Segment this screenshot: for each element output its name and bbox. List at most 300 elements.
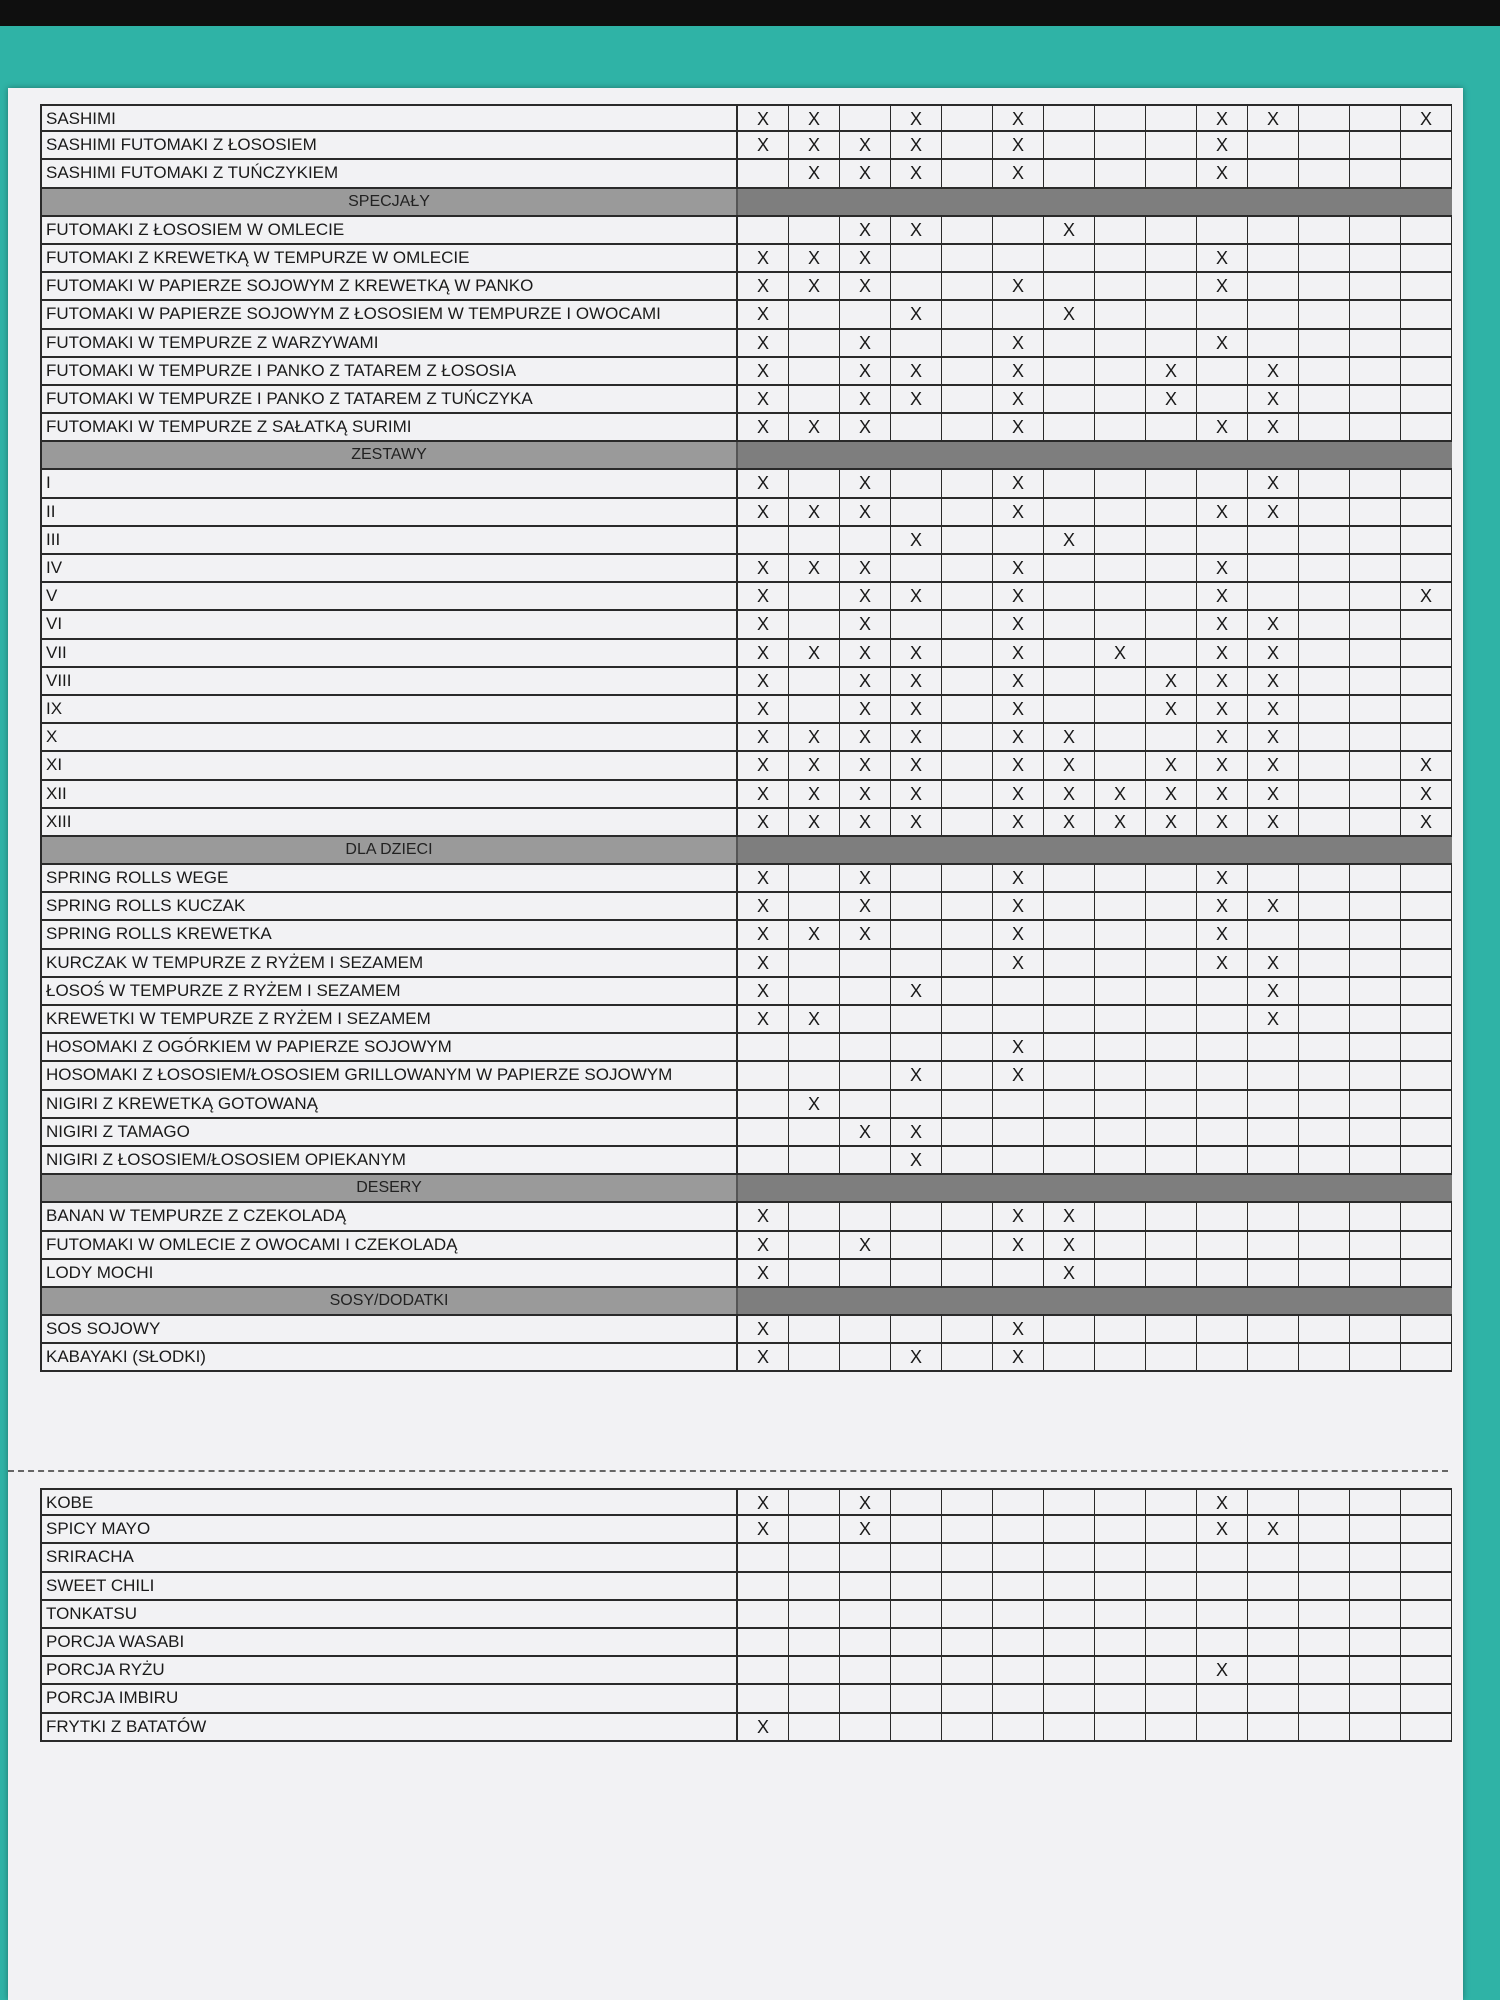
allergen-cell xyxy=(1095,1316,1146,1342)
allergen-cell: X xyxy=(738,358,789,384)
allergen-cell xyxy=(942,1091,993,1117)
allergen-cell xyxy=(1401,950,1452,976)
allergen-cell xyxy=(1350,1091,1401,1117)
allergen-cell xyxy=(1401,245,1452,271)
dish-name: SOS SOJOWY xyxy=(40,1316,738,1342)
allergen-cell xyxy=(789,1147,840,1173)
allergen-cell xyxy=(1350,1260,1401,1286)
dish-name: KREWETKI W TEMPURZE Z RYŻEM I SEZAMEM xyxy=(40,1006,738,1032)
allergen-cell: X xyxy=(738,1260,789,1286)
allergen-cell xyxy=(1044,1006,1095,1032)
allergen-cell xyxy=(1197,386,1248,412)
allergen-cell xyxy=(840,1091,891,1117)
allergen-cell xyxy=(942,160,993,186)
dish-name: ŁOSOŚ W TEMPURZE Z RYŻEM I SEZAMEM xyxy=(40,978,738,1004)
allergen-cell xyxy=(1197,1573,1248,1599)
allergen-cell: X xyxy=(840,781,891,807)
allergen-cell xyxy=(1350,1119,1401,1145)
allergen-cell xyxy=(942,1490,993,1514)
allergen-cell: X xyxy=(738,1516,789,1542)
allergen-cell xyxy=(1350,640,1401,666)
allergen-cell xyxy=(789,358,840,384)
allergen-cell: X xyxy=(789,132,840,158)
table-row xyxy=(40,1232,1452,1260)
allergen-cell: X xyxy=(738,1006,789,1032)
allergen-cell: X xyxy=(840,893,891,919)
allergen-cell xyxy=(1299,499,1350,525)
allergen-cell: X xyxy=(789,640,840,666)
allergen-cell: X xyxy=(891,358,942,384)
allergen-cell: X xyxy=(1146,809,1197,835)
allergen-cell xyxy=(1350,1232,1401,1258)
dish-name: SRIRACHA xyxy=(40,1544,738,1570)
dish-name: NIGIRI Z KREWETKĄ GOTOWANĄ xyxy=(40,1091,738,1117)
allergen-cell xyxy=(1350,160,1401,186)
dish-name: NIGIRI Z ŁOSOSIEM/ŁOSOSIEM OPIEKANYM xyxy=(40,1147,738,1173)
allergen-cell xyxy=(942,1034,993,1060)
dish-name: VIII xyxy=(40,668,738,694)
table-row xyxy=(40,1714,1452,1742)
allergen-cell: X xyxy=(840,921,891,947)
allergen-cell: X xyxy=(738,724,789,750)
allergen-cell: X xyxy=(738,781,789,807)
allergen-cell xyxy=(738,1685,789,1711)
allergen-cell: X xyxy=(789,414,840,440)
dish-name: KABAYAKI (SŁODKI) xyxy=(40,1344,738,1370)
allergen-cell: X xyxy=(1044,781,1095,807)
allergen-cell xyxy=(1248,1490,1299,1514)
allergen-cell: X xyxy=(789,245,840,271)
section-header-row xyxy=(40,837,1452,865)
allergen-cell xyxy=(1299,640,1350,666)
dish-name: XI xyxy=(40,752,738,778)
allergen-cell xyxy=(1044,978,1095,1004)
allergen-cell xyxy=(789,668,840,694)
allergen-cell xyxy=(789,865,840,891)
allergen-cell: X xyxy=(891,527,942,553)
allergen-cell xyxy=(891,950,942,976)
allergen-cell xyxy=(1248,1316,1299,1342)
allergen-cell xyxy=(1146,301,1197,327)
allergen-cell xyxy=(1401,1062,1452,1088)
allergen-cell xyxy=(1299,950,1350,976)
dish-name: NIGIRI Z TAMAGO xyxy=(40,1119,738,1145)
dish-name: BANAN W TEMPURZE Z CZEKOLADĄ xyxy=(40,1203,738,1229)
allergen-cell xyxy=(1248,1119,1299,1145)
table-row xyxy=(40,527,1452,555)
allergen-cell xyxy=(942,809,993,835)
allergen-cell xyxy=(1146,1714,1197,1740)
dish-name: SPICY MAYO xyxy=(40,1516,738,1542)
allergen-cell: X xyxy=(840,1232,891,1258)
allergen-cell xyxy=(1401,865,1452,891)
allergen-cell: X xyxy=(840,414,891,440)
allergen-cell: X xyxy=(891,640,942,666)
allergen-cell xyxy=(942,1516,993,1542)
allergen-cell xyxy=(1248,1573,1299,1599)
allergen-cell xyxy=(942,1119,993,1145)
allergen-cell xyxy=(1299,1119,1350,1145)
allergen-cell xyxy=(1299,1034,1350,1060)
allergen-cell: X xyxy=(993,330,1044,356)
allergen-cell xyxy=(942,1260,993,1286)
allergen-cell xyxy=(1401,1232,1452,1258)
table-row xyxy=(40,1119,1452,1147)
allergen-cell xyxy=(1248,1034,1299,1060)
allergen-cell xyxy=(1350,1657,1401,1683)
dish-name: FUTOMAKI W PAPIERZE SOJOWYM Z KREWETKĄ W PANKO xyxy=(40,273,738,299)
table-row xyxy=(40,555,1452,583)
dish-name: IX xyxy=(40,696,738,722)
allergen-cell xyxy=(993,301,1044,327)
allergen-cell xyxy=(789,217,840,243)
allergen-cell: X xyxy=(1095,640,1146,666)
allergen-cell xyxy=(1350,921,1401,947)
allergen-cell xyxy=(789,1544,840,1570)
allergen-cell xyxy=(789,950,840,976)
allergen-cell xyxy=(1299,781,1350,807)
allergen-cell xyxy=(891,921,942,947)
allergen-cell xyxy=(1146,555,1197,581)
allergen-cell: X xyxy=(1197,696,1248,722)
allergen-cell xyxy=(942,1232,993,1258)
allergen-cell xyxy=(1401,555,1452,581)
allergen-cell xyxy=(738,1629,789,1655)
allergen-cell: X xyxy=(738,1232,789,1258)
allergen-cell xyxy=(789,386,840,412)
allergen-cell: X xyxy=(993,893,1044,919)
allergen-cell xyxy=(1044,245,1095,271)
allergen-cell: X xyxy=(1197,160,1248,186)
allergen-cell xyxy=(942,330,993,356)
allergen-cell xyxy=(1350,781,1401,807)
allergen-cell xyxy=(1146,1119,1197,1145)
allergen-cell xyxy=(1044,1544,1095,1570)
allergen-cell xyxy=(1197,1147,1248,1173)
allergen-cell xyxy=(1044,555,1095,581)
allergen-cell: X xyxy=(993,668,1044,694)
table-row xyxy=(40,809,1452,837)
allergen-cell: X xyxy=(993,1034,1044,1060)
allergen-cell xyxy=(891,1203,942,1229)
table-row xyxy=(40,273,1452,301)
allergen-cell xyxy=(1044,640,1095,666)
allergen-cell xyxy=(1146,611,1197,637)
allergen-cell: X xyxy=(840,611,891,637)
allergen-cell: X xyxy=(1248,106,1299,130)
allergen-cell: X xyxy=(789,1006,840,1032)
allergen-cell: X xyxy=(1248,950,1299,976)
allergen-cell xyxy=(942,499,993,525)
allergen-cell xyxy=(789,301,840,327)
dish-name: KURCZAK W TEMPURZE Z RYŻEM I SEZAMEM xyxy=(40,950,738,976)
allergen-cell: X xyxy=(993,611,1044,637)
allergen-cell xyxy=(1095,950,1146,976)
allergen-cell xyxy=(1350,583,1401,609)
allergen-cell xyxy=(1095,301,1146,327)
allergen-cell xyxy=(1044,1629,1095,1655)
allergen-cell xyxy=(1146,1573,1197,1599)
allergen-cell: X xyxy=(993,696,1044,722)
allergen-cell xyxy=(789,1601,840,1627)
allergen-cell: X xyxy=(1197,555,1248,581)
allergen-cell: X xyxy=(891,386,942,412)
table-row xyxy=(40,865,1452,893)
allergen-cell: X xyxy=(891,1147,942,1173)
section-title: DLA DZIECI xyxy=(40,837,738,863)
allergen-cell xyxy=(1248,217,1299,243)
allergen-cell xyxy=(1095,611,1146,637)
allergen-cell xyxy=(942,527,993,553)
allergen-cell xyxy=(1095,1119,1146,1145)
allergen-cell xyxy=(942,611,993,637)
section-title: ZESTAWY xyxy=(40,442,738,468)
allergen-cell xyxy=(1044,330,1095,356)
allergen-cell xyxy=(993,1544,1044,1570)
section-header-row xyxy=(40,1288,1452,1316)
allergen-cell: X xyxy=(1248,358,1299,384)
allergen-cell xyxy=(840,1260,891,1286)
allergen-cell xyxy=(1350,893,1401,919)
allergen-cell xyxy=(891,1629,942,1655)
allergen-cell xyxy=(1248,1260,1299,1286)
allergen-cell xyxy=(1095,1573,1146,1599)
dish-name: VI xyxy=(40,611,738,637)
allergen-cell: X xyxy=(993,499,1044,525)
allergen-cell xyxy=(891,1034,942,1060)
allergen-cell xyxy=(738,1657,789,1683)
allergen-cell xyxy=(891,1091,942,1117)
allergen-cell xyxy=(1248,583,1299,609)
allergen-cell xyxy=(891,555,942,581)
allergen-cell: X xyxy=(891,696,942,722)
allergen-cell: X xyxy=(840,470,891,496)
allergen-cell: X xyxy=(1197,499,1248,525)
allergen-cell xyxy=(1044,1714,1095,1740)
allergen-cell: X xyxy=(1044,1260,1095,1286)
allergen-cell xyxy=(789,1062,840,1088)
allergen-cell: X xyxy=(1197,752,1248,778)
allergen-cell xyxy=(1401,1316,1452,1342)
allergen-cell: X xyxy=(840,640,891,666)
allergen-cell xyxy=(1146,1232,1197,1258)
allergen-cell xyxy=(993,1119,1044,1145)
allergen-cell xyxy=(1401,1344,1452,1370)
allergen-cell xyxy=(789,1119,840,1145)
allergen-cell xyxy=(1095,1006,1146,1032)
allergen-cell xyxy=(1146,583,1197,609)
allergen-cell xyxy=(942,386,993,412)
allergen-cell xyxy=(1197,1601,1248,1627)
allergen-cell xyxy=(942,273,993,299)
allergen-cell xyxy=(1095,978,1146,1004)
allergen-cell xyxy=(738,1573,789,1599)
allergen-cell xyxy=(1248,245,1299,271)
allergen-cell: X xyxy=(1248,470,1299,496)
allergen-cell xyxy=(789,330,840,356)
allergen-cell xyxy=(1095,1091,1146,1117)
allergen-cell xyxy=(1299,414,1350,440)
allergen-cell: X xyxy=(738,1344,789,1370)
allergen-cell xyxy=(1350,1147,1401,1173)
allergen-cell: X xyxy=(1044,809,1095,835)
allergen-cell: X xyxy=(993,865,1044,891)
allergen-cell xyxy=(738,527,789,553)
allergen-cell: X xyxy=(1197,132,1248,158)
allergen-cell: X xyxy=(738,752,789,778)
allergen-cell xyxy=(1401,132,1452,158)
allergen-cell: X xyxy=(840,668,891,694)
allergen-cell xyxy=(1095,358,1146,384)
allergen-cell xyxy=(1350,1490,1401,1514)
allergen-cell xyxy=(840,1034,891,1060)
allergen-table-main xyxy=(40,104,1452,1372)
allergen-cell xyxy=(840,301,891,327)
allergen-cell xyxy=(1401,1490,1452,1514)
table-row xyxy=(40,1006,1452,1034)
allergen-cell xyxy=(891,499,942,525)
allergen-cell xyxy=(942,1573,993,1599)
allergen-cell xyxy=(942,1629,993,1655)
allergen-cell xyxy=(891,611,942,637)
allergen-cell xyxy=(1095,1203,1146,1229)
allergen-cell: X xyxy=(993,470,1044,496)
allergen-cell: X xyxy=(840,724,891,750)
allergen-cell xyxy=(891,1544,942,1570)
allergen-cell xyxy=(942,414,993,440)
allergen-cell xyxy=(1299,1629,1350,1655)
allergen-cell: X xyxy=(738,950,789,976)
allergen-cell xyxy=(942,106,993,130)
allergen-cell: X xyxy=(993,555,1044,581)
allergen-cell xyxy=(1350,555,1401,581)
table-row xyxy=(40,217,1452,245)
allergen-cell xyxy=(789,893,840,919)
allergen-cell: X xyxy=(738,1203,789,1229)
allergen-cell xyxy=(942,1714,993,1740)
allergen-cell xyxy=(738,1062,789,1088)
allergen-cell xyxy=(1044,1685,1095,1711)
allergen-cell xyxy=(942,1601,993,1627)
allergen-cell xyxy=(738,1091,789,1117)
allergen-cell xyxy=(891,865,942,891)
allergen-cell xyxy=(1197,358,1248,384)
allergen-cell xyxy=(942,1006,993,1032)
dish-name: SPRING ROLLS KREWETKA xyxy=(40,921,738,947)
allergen-cell: X xyxy=(789,809,840,835)
allergen-cell: X xyxy=(891,978,942,1004)
section-band xyxy=(738,1288,1452,1314)
allergen-cell xyxy=(1146,106,1197,130)
allergen-cell xyxy=(1197,1544,1248,1570)
allergen-cell xyxy=(942,245,993,271)
allergen-cell xyxy=(942,1203,993,1229)
allergen-cell xyxy=(1044,499,1095,525)
allergen-cell xyxy=(942,1344,993,1370)
dish-name: FRYTKI Z BATATÓW xyxy=(40,1714,738,1740)
allergen-cell: X xyxy=(1197,1657,1248,1683)
allergen-cell xyxy=(1146,1091,1197,1117)
dish-name: FUTOMAKI W OMLECIE Z OWOCAMI I CZEKOLADĄ xyxy=(40,1232,738,1258)
allergen-cell xyxy=(738,1601,789,1627)
allergen-cell xyxy=(891,1490,942,1514)
table-row xyxy=(40,414,1452,442)
allergen-cell xyxy=(1350,1006,1401,1032)
table-row xyxy=(40,668,1452,696)
allergen-cell: X xyxy=(738,273,789,299)
allergen-cell: X xyxy=(789,106,840,130)
allergen-cell xyxy=(789,527,840,553)
allergen-cell: X xyxy=(738,611,789,637)
allergen-cell xyxy=(1146,1629,1197,1655)
allergen-cell: X xyxy=(789,555,840,581)
allergen-cell: X xyxy=(1044,752,1095,778)
dish-name: SASHIMI FUTOMAKI Z ŁOSOSIEM xyxy=(40,132,738,158)
allergen-cell: X xyxy=(993,132,1044,158)
allergen-cell xyxy=(1299,696,1350,722)
allergen-cell xyxy=(789,1316,840,1342)
allergen-cell xyxy=(942,978,993,1004)
allergen-cell: X xyxy=(738,301,789,327)
allergen-cell: X xyxy=(1044,1203,1095,1229)
allergen-cell: X xyxy=(1146,668,1197,694)
table-row xyxy=(40,132,1452,160)
allergen-cell xyxy=(1401,893,1452,919)
allergen-cell xyxy=(1197,1119,1248,1145)
allergen-cell xyxy=(993,245,1044,271)
allergen-cell xyxy=(1197,1034,1248,1060)
allergen-cell xyxy=(1401,1601,1452,1627)
dish-name: III xyxy=(40,527,738,553)
allergen-cell xyxy=(1044,1344,1095,1370)
allergen-cell xyxy=(1401,1685,1452,1711)
dish-name: FUTOMAKI W TEMPURZE Z SAŁATKĄ SURIMI xyxy=(40,414,738,440)
section-title: SPECJAŁY xyxy=(40,189,738,215)
allergen-cell xyxy=(942,1147,993,1173)
allergen-cell xyxy=(1095,217,1146,243)
dish-name: FUTOMAKI W TEMPURZE I PANKO Z TATAREM Z ŁOSOSIA xyxy=(40,358,738,384)
allergen-cell: X xyxy=(840,386,891,412)
allergen-cell xyxy=(1095,1516,1146,1542)
allergen-cell: X xyxy=(738,865,789,891)
allergen-cell xyxy=(1299,1091,1350,1117)
allergen-cell xyxy=(942,132,993,158)
allergen-cell: X xyxy=(891,217,942,243)
allergen-cell xyxy=(1095,555,1146,581)
allergen-cell: X xyxy=(738,978,789,1004)
dish-name: PORCJA WASABI xyxy=(40,1629,738,1655)
allergen-cell xyxy=(840,1203,891,1229)
allergen-cell xyxy=(1095,499,1146,525)
allergen-cell xyxy=(1146,1544,1197,1570)
allergen-cell: X xyxy=(1248,1516,1299,1542)
table-row xyxy=(40,696,1452,724)
allergen-cell: X xyxy=(840,752,891,778)
allergen-cell: X xyxy=(993,1203,1044,1229)
allergen-cell xyxy=(789,1573,840,1599)
allergen-cell xyxy=(1401,527,1452,553)
allergen-cell xyxy=(1146,330,1197,356)
table-row xyxy=(40,978,1452,1006)
allergen-cell xyxy=(1299,470,1350,496)
allergen-cell xyxy=(1299,301,1350,327)
table-row xyxy=(40,752,1452,780)
allergen-cell xyxy=(738,217,789,243)
allergen-cell xyxy=(1350,106,1401,130)
allergen-cell: X xyxy=(738,1316,789,1342)
allergen-cell: X xyxy=(993,781,1044,807)
allergen-cell xyxy=(1350,1203,1401,1229)
